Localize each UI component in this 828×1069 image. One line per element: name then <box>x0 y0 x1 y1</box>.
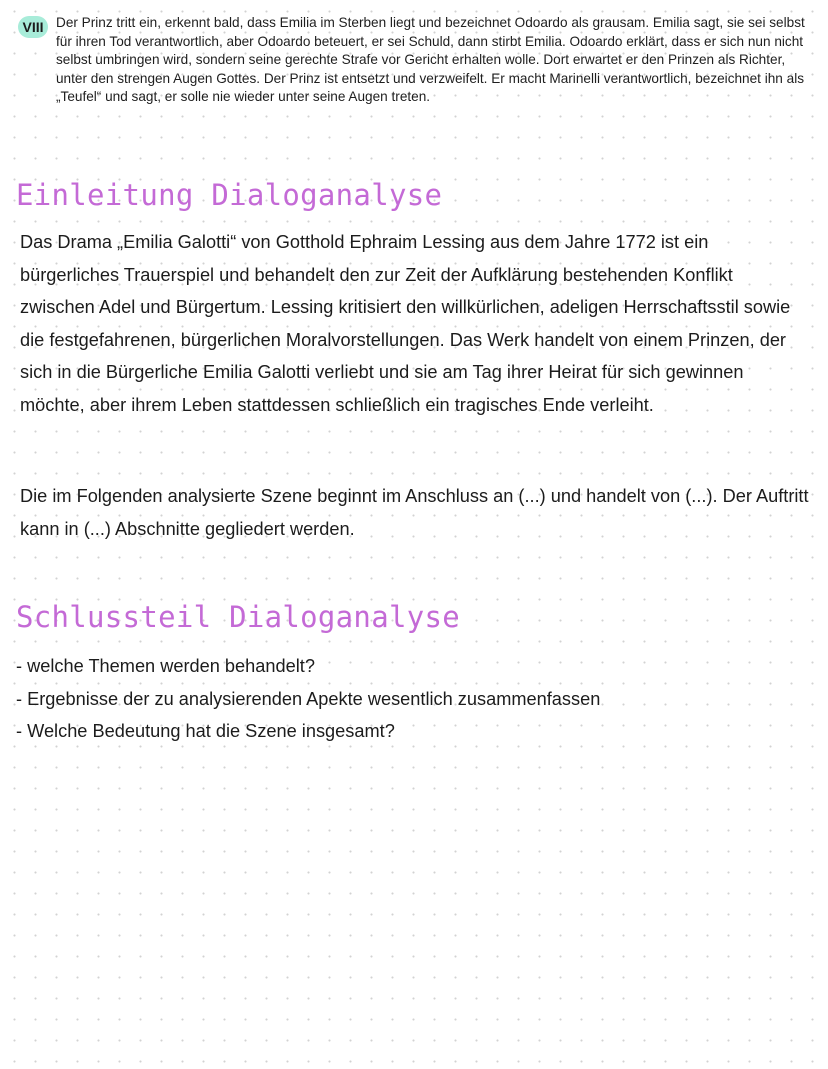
scene-outline-paragraph: Die im Folgenden analysierte Szene beginnt im Anschluss an (...) und handelt von (...). Der Auftritt kann in (...) Abschnitte gegliedert werden. <box>20 486 809 539</box>
scene-summary-text: Der Prinz tritt ein, erkennt bald, dass Emilia im Sterben liegt und bezeichnet Odoardo als grausam. Emilia sagt, sie sei selbst für ihren Tod verantwortlich, aber Odoardo beteuert, er sei Schuld, dann stirbt Emilia. Odoardo erklärt, dass er sich nun nicht selbst umbringen wird, sondern seine gerechte Strafe vor Gericht erhalten wolle. Dort erwartet er den Prinzen als Richter, unter den strengen Augen Gottes. Der Prinz ist entsetzt und verzweifelt. Er macht Marinelli verantwortlich, bezeichnet ihn als „Teufel“ und sagt, er solle nie wieder unter seine Augen treten. <box>56 15 805 105</box>
conclusion-list <box>16 650 600 748</box>
introduction-heading: Einleitung Dialoganalyse <box>16 178 443 212</box>
list-item: - welche Themen werden behandelt? <box>16 656 315 676</box>
list-item: - Welche Bedeutung hat die Szene insgesamt? <box>16 721 395 741</box>
introduction-paragraph: Das Drama „Emilia Galotti“ von Gotthold Ephraim Lessing aus dem Jahre 1772 ist ein bürgerliches Trauerspiel und behandelt den zur Zeit der Aufklärung bestehenden Konflikt zwischen Adel und Bürgertum. Lessing kritisiert den willkürlichen, adeligen Herrschaftsstil sowie die festgefahrenen, bürgerlichen Moralvorstellungen. Das Werk handelt von einem Prinzen, der sich in die Bürgerliche Emilia Galotti verliebt und sie am Tag ihrer Heirat für sich gewinnen möchte, aber ihrem Leben stattdessen schließlich ein tragisches Ende verleiht. <box>20 232 791 415</box>
scene-number-badge: VIII <box>18 16 48 38</box>
conclusion-heading: Schlussteil Dialoganalyse <box>16 600 460 634</box>
list-item: - Ergebnisse der zu analysierenden Apekte wesentlich zusammenfassen <box>16 688 601 709</box>
scene-summary <box>18 14 808 107</box>
